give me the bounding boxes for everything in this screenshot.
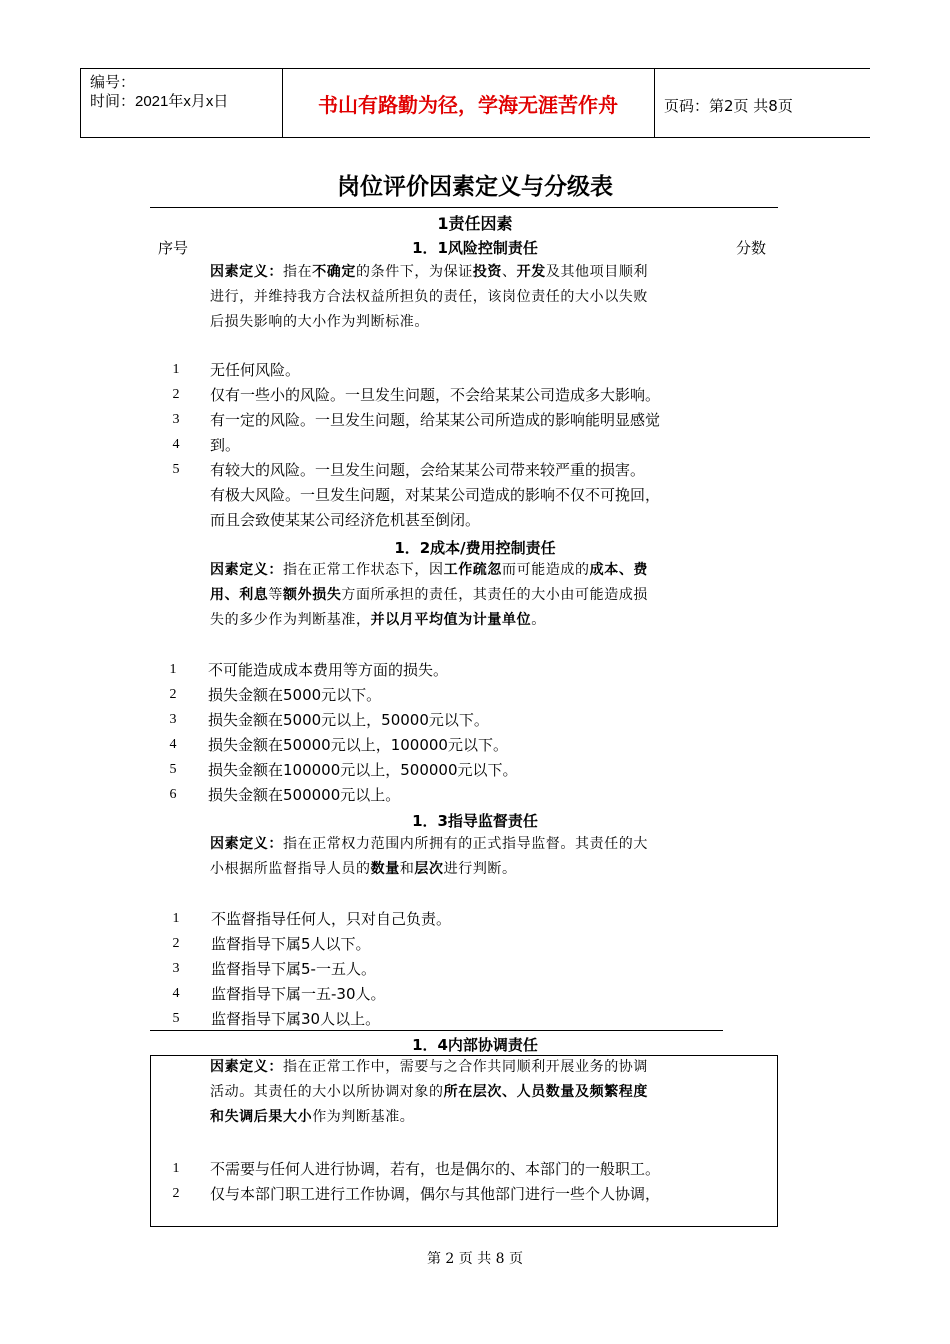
section-heading: 1责任因素 [437, 214, 513, 233]
table-rule-bottom [150, 1226, 778, 1227]
level-number: 1 [172, 1161, 180, 1176]
table-border-left [150, 1055, 151, 1227]
level-line: 损失金额在500000元以上。 [208, 786, 401, 804]
table-rule [150, 1030, 723, 1031]
definition-line: 因素定义：指在正常权力范围内所拥有的正式指导监督。其责任的大 [210, 836, 648, 852]
level-number: 5 [169, 762, 177, 777]
level-line: 无任何风险。 [210, 361, 301, 379]
level-line: 有一定的风险。一旦发生问题，给某某公司所造成的影响能明显感觉 [210, 411, 661, 429]
factor-definition [210, 1055, 720, 1130]
level-number: 2 [172, 936, 180, 951]
definition-line: 和失调后果大小作为判断基准。 [210, 1109, 415, 1125]
level-number: 4 [172, 986, 180, 1001]
factor-definition [210, 832, 720, 882]
level-line: 仅与本部门职工进行工作协调，偶尔与其他部门进行一些个人协调， [210, 1185, 661, 1203]
table-border-right [777, 1055, 778, 1227]
level-line: 不可能造成成本费用等方面的损失。 [208, 661, 449, 679]
definition-line: 因素定义：指在不确定的条件下，为保证投资、开发及其他项目顺利 [210, 264, 649, 280]
level-number: 1 [169, 662, 177, 677]
level-line: 损失金额在100000元以上，500000元以下。 [208, 761, 518, 779]
factor-definition [210, 260, 720, 335]
level-number: 2 [172, 387, 180, 402]
level-number: 1 [172, 362, 180, 377]
level-line: 监督指导下属30人以上。 [211, 1010, 381, 1028]
level-line: 有极大风险。一旦发生问题，对某某公司造成的影响不仅不可挽回， [210, 486, 661, 504]
factor-title: 1．4内部协调责任 [412, 1036, 538, 1054]
level-line: 到。 [210, 436, 241, 454]
level-line: 损失金额在5000元以下。 [208, 686, 382, 704]
factor-definition [210, 558, 720, 633]
level-number: 5 [172, 1011, 180, 1026]
header-divider [654, 69, 655, 137]
level-line: 而且会致使某某公司经济危机甚至倒闭。 [210, 511, 481, 529]
level-description [211, 907, 721, 1032]
level-description [210, 1157, 720, 1207]
factor-title: 1．3指导监督责任 [412, 812, 538, 830]
level-line: 仅有一些小的风险。一旦发生问题，不会给某某公司造成多大影响。 [210, 386, 661, 404]
level-line: 监督指导下属一五-30人。 [211, 985, 386, 1003]
definition-line: 活动。其责任的大小以所协调对象的所在层次、人员数量及频繁程度 [210, 1084, 649, 1100]
level-line: 损失金额在5000元以上，50000元以下。 [208, 711, 489, 729]
level-line: 不监督指导任何人，只对自己负责。 [211, 910, 452, 928]
level-description [210, 358, 720, 533]
header-divider [80, 69, 81, 137]
factor-title: 1．1风险控制责任 [412, 239, 538, 257]
page-title: 岗位评价因素定义与分级表 [337, 174, 613, 200]
level-number: 6 [169, 787, 177, 802]
definition-line: 小根据所监督指导人员的数量和层次进行判断。 [210, 861, 517, 877]
level-number: 1 [172, 911, 180, 926]
factor-title: 1．2成本/费用控制责任 [394, 539, 556, 557]
motto: 书山有路勤为径，学海无涯苦作舟 [318, 92, 618, 117]
level-number: 4 [172, 437, 180, 452]
header-meta [90, 73, 228, 111]
page-number: 页码：第2页 共8页 [664, 97, 793, 115]
definition-line: 用、利息等额外损失方面所承担的责任，其责任的大小由可能造成损 [210, 587, 649, 603]
level-line: 不需要与任何人进行协调，若有，也是偶尔的、本部门的一般职工。 [210, 1160, 661, 1178]
level-number: 3 [172, 961, 180, 976]
definition-line: 因素定义：指在正常工作中，需要与之合作共同顺利开展业务的协调 [210, 1059, 648, 1075]
definition-line: 后损失影响的大小作为判断标准。 [210, 314, 429, 330]
level-line: 有较大的风险。一旦发生问题，会给某某公司带来较严重的损害。 [210, 461, 646, 479]
page-footer: 第 2 页 共 8 页 [426, 1251, 524, 1267]
column-score-header: 分数 [736, 239, 767, 257]
header-table [80, 68, 870, 138]
level-number: 2 [172, 1186, 180, 1201]
level-number: 2 [169, 687, 177, 702]
definition-line: 进行，并维持我方合法权益所担负的责任，该岗位责任的大小以失败 [210, 289, 648, 305]
level-line: 损失金额在50000元以上，100000元以下。 [208, 736, 508, 754]
column-index-header: 序号 [158, 239, 189, 257]
level-description [208, 658, 718, 808]
definition-line: 失的多少作为判断基准，并以月平均值为计量单位。 [210, 612, 546, 628]
definition-line: 因素定义：指在正常工作状态下，因工作疏忽而可能造成的成本、费 [210, 562, 649, 578]
level-number: 5 [172, 462, 180, 477]
serial-label: 编号： [90, 74, 136, 91]
table-rule-top [150, 207, 778, 208]
level-line: 监督指导下属5人以下。 [211, 935, 371, 953]
level-number: 4 [169, 737, 177, 752]
level-line: 监督指导下属5-一五人。 [211, 960, 376, 978]
time-text: 时间：2021年x月x日 [90, 93, 229, 110]
level-number: 3 [169, 712, 177, 727]
level-number: 3 [172, 412, 180, 427]
